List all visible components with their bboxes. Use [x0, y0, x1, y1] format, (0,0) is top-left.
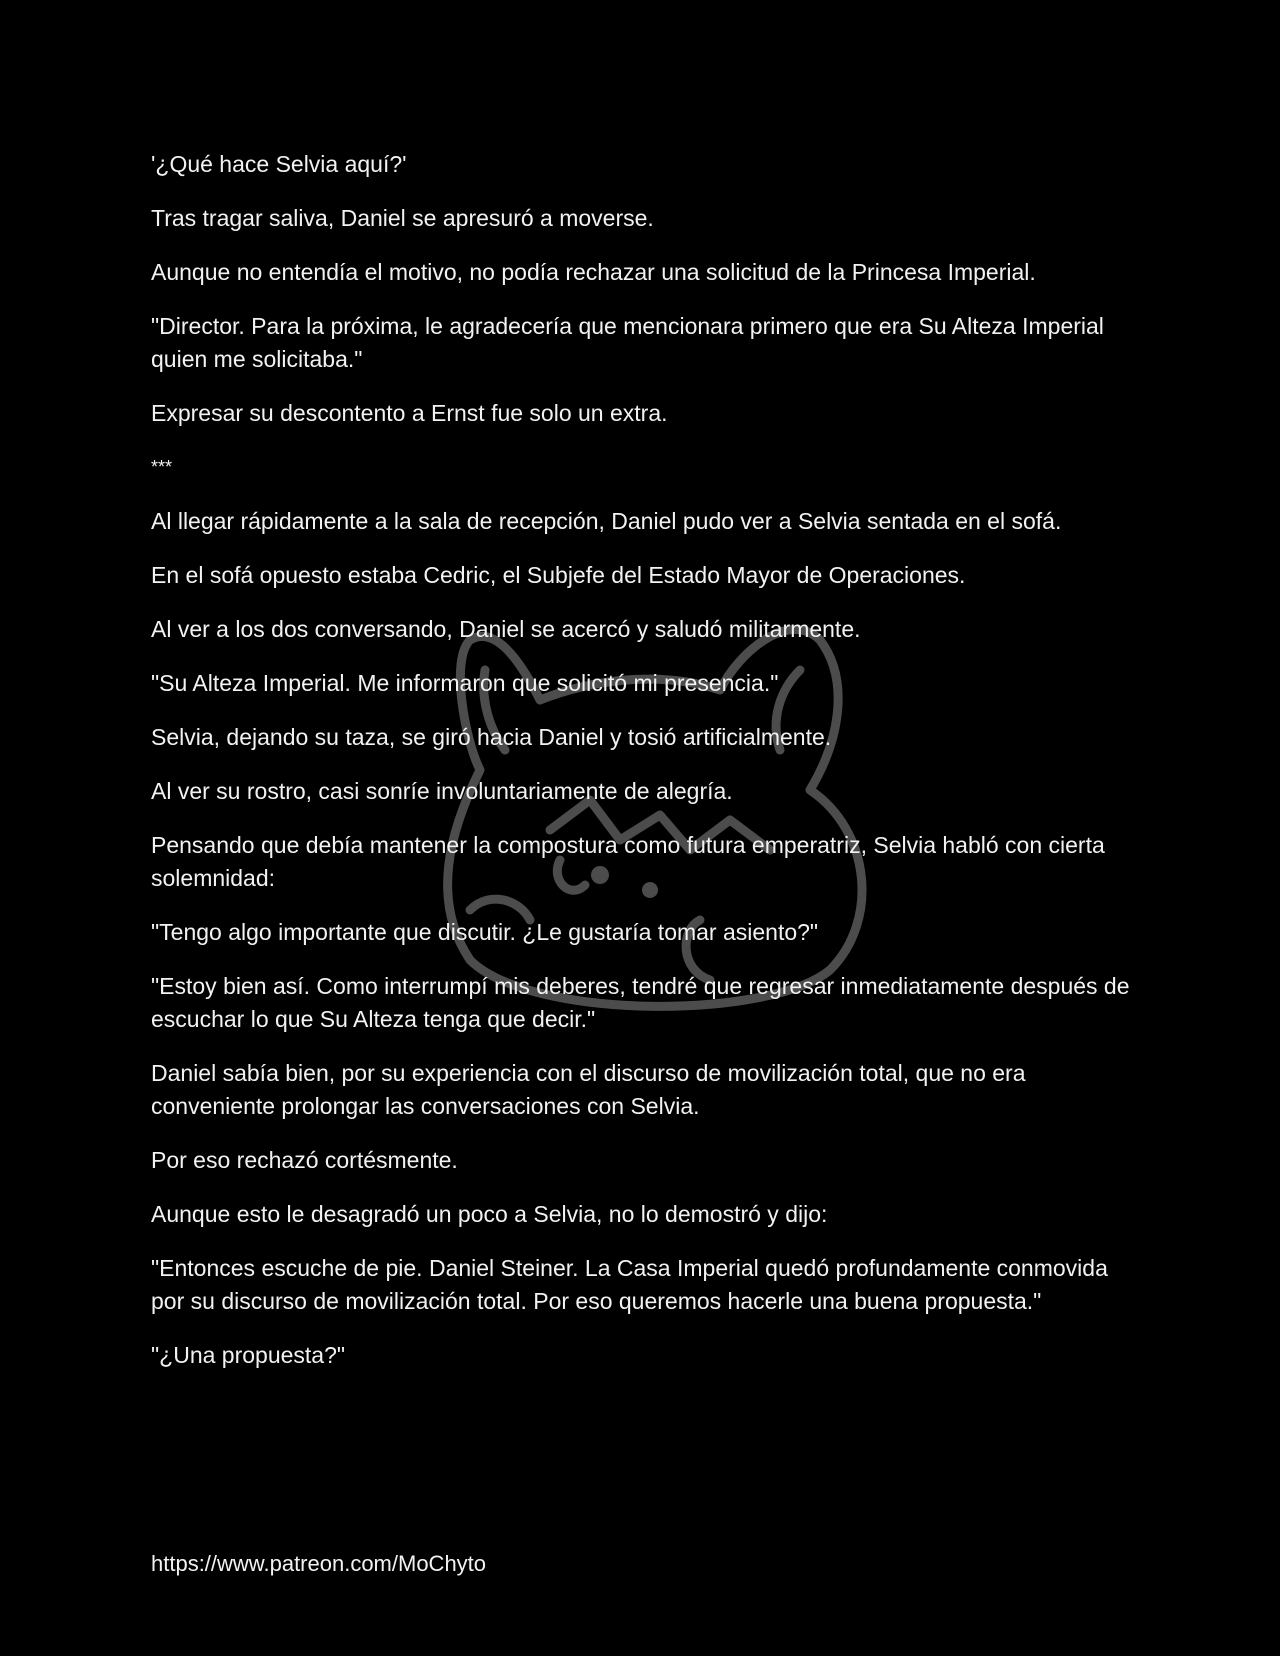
paragraph: "¿Una propuesta?": [151, 1342, 346, 1368]
paragraph: "Su Alteza Imperial. Me informaron que solicitó mi presencia.": [151, 670, 779, 696]
chapter-text: [151, 148, 1141, 1393]
paragraph: En el sofá opuesto estaba Cedric, el Subjefe del Estado Mayor de Operaciones.: [151, 562, 966, 588]
paragraph: Expresar su descontento a Ernst fue solo un extra.: [151, 400, 668, 426]
paragraph: '¿Qué hace Selvia aquí?': [151, 151, 407, 177]
paragraph: "Director. Para la próxima, le agradecería que mencionara primero que era Su Alteza Imperial quien me solicitaba.": [151, 313, 1104, 372]
paragraph: "Estoy bien así. Como interrumpí mis deberes, tendré que regresar inmediatamente después de escuchar lo que Su Alteza tenga que decir.": [151, 973, 1130, 1032]
paragraph: Pensando que debía mantener la compostura como futura emperatriz, Selvia habló con cierta solemnidad:: [151, 832, 1105, 891]
paragraph: "Entonces escuche de pie. Daniel Steiner. La Casa Imperial quedó profundamente conmovida por su discurso de movilización total. Por eso queremos hacerle una buena propuesta.": [151, 1255, 1108, 1314]
paragraph: Selvia, dejando su taza, se giró hacia Daniel y tosió artificialmente.: [151, 724, 832, 750]
scene-separator: ***: [151, 457, 173, 477]
paragraph: Al llegar rápidamente a la sala de recepción, Daniel pudo ver a Selvia sentada en el sofá.: [151, 508, 1062, 534]
paragraph: Tras tragar saliva, Daniel se apresuró a moverse.: [151, 205, 654, 231]
paragraph: Aunque no entendía el motivo, no podía rechazar una solicitud de la Princesa Imperial.: [151, 259, 1036, 285]
paragraph: Por eso rechazó cortésmente.: [151, 1147, 458, 1173]
paragraph: Aunque esto le desagradó un poco a Selvia, no lo demostró y dijo:: [151, 1201, 828, 1227]
paragraph: Al ver su rostro, casi sonríe involuntariamente de alegría.: [151, 778, 733, 804]
paragraph: "Tengo algo importante que discutir. ¿Le gustaría tomar asiento?": [151, 919, 819, 945]
paragraph: Al ver a los dos conversando, Daniel se acercó y saludó militarmente.: [151, 616, 861, 642]
paragraph: Daniel sabía bien, por su experiencia con el discurso de movilización total, que no era conveniente prolongar las conversaciones con Selvia.: [151, 1060, 1026, 1119]
patreon-link[interactable]: https://www.patreon.com/MoChyto: [151, 1551, 487, 1576]
